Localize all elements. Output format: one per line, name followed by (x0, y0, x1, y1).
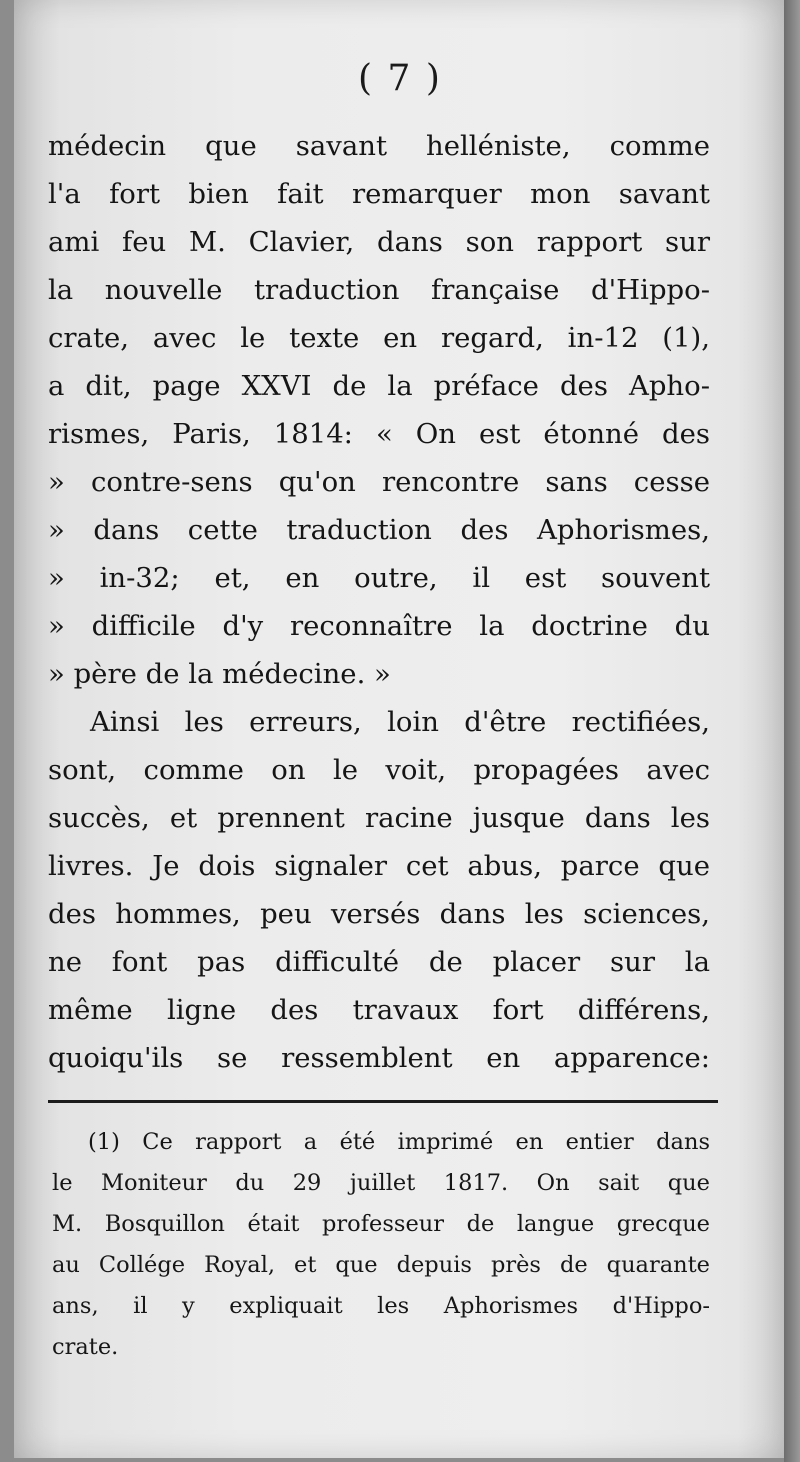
body-line: la nouvelle traduction française d'Hippo- (48, 274, 710, 306)
body-line: a dit, page XXVI de la préface des Apho- (48, 370, 710, 402)
body-line: crate, avec le texte en regard, in-12 (1), (48, 322, 710, 354)
paragraph-first-line: Ainsi les erreurs, loin d'être rectifiées, (90, 706, 710, 738)
quote-line: » dans cette traduction des Aphorismes, (48, 514, 710, 546)
footnote (52, 1122, 710, 1368)
body-line: l'a fort bien fait remarquer mon savant (48, 178, 710, 210)
footnote-line: M. Bosquillon était professeur de langue grecque (52, 1211, 710, 1237)
body-line: même ligne des travaux fort différens, (48, 994, 710, 1026)
body-line: succès, et prennent racine jusque dans les (48, 802, 710, 834)
body-line: des hommes, peu versés dans les sciences, (48, 898, 710, 930)
quote-line: » in-32; et, en outre, il est souvent (48, 562, 710, 594)
footnote-line: (1) Ce rapport a été imprimé en entier dans (88, 1129, 710, 1155)
body-line: rismes, Paris, 1814: « On est étonné des (48, 418, 710, 450)
body-line: ne font pas difficulté de placer sur la (48, 946, 710, 978)
quote-line: » difficile d'y reconnaître la doctrine du (48, 610, 710, 642)
page-number: ( 7 ) (358, 58, 442, 99)
page-edge-shadow (784, 0, 800, 1462)
quote-line: » père de la médecine. » (48, 658, 391, 690)
footnote-divider (48, 1100, 718, 1103)
quote-line: » contre-sens qu'on rencontre sans cesse (48, 466, 710, 498)
footnote-line: crate. (52, 1334, 119, 1360)
body-line: sont, comme on le voit, propagées avec (48, 754, 710, 786)
body-line: quoiqu'ils se ressemblent en apparence: (48, 1042, 710, 1074)
body-line: médecin que savant helléniste, comme (48, 130, 710, 162)
body-line: livres. Je dois signaler cet abus, parce que (48, 850, 710, 882)
footnote-line: le Moniteur du 29 juillet 1817. On sait que (52, 1170, 710, 1196)
footnote-line: ans, il y expliquait les Aphorismes d'Hippo- (52, 1293, 710, 1319)
footnote-line: au Collége Royal, et que depuis près de quarante (52, 1252, 710, 1278)
body-line: ami feu M. Clavier, dans son rapport sur (48, 226, 710, 258)
body-text (48, 122, 710, 1082)
